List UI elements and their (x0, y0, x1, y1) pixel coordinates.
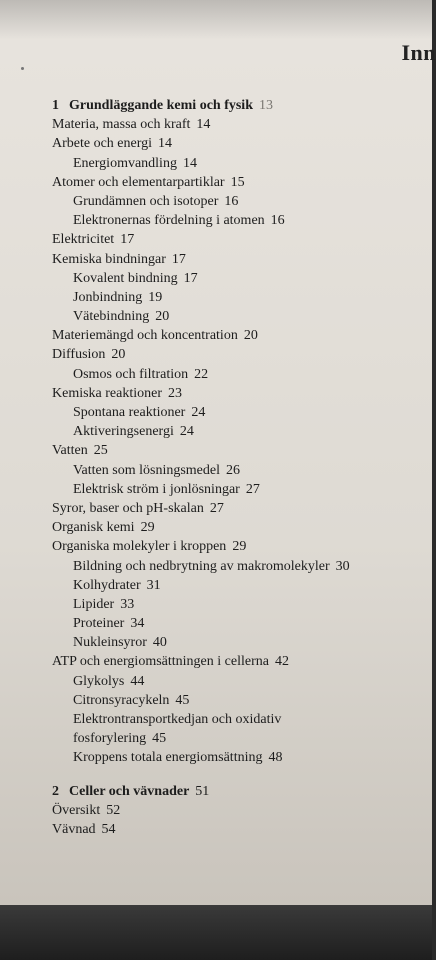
toc-entry-page: 44 (130, 673, 145, 689)
toc-entry-text: Syror, baser och pH-skalan (52, 500, 204, 516)
toc-entry (52, 307, 432, 326)
background-surface (0, 905, 432, 960)
toc-entry-text: Jonbindning (73, 289, 143, 305)
table-of-contents (52, 96, 432, 839)
toc-entry (52, 729, 432, 748)
toc-entry-page: 16 (270, 213, 285, 229)
toc-entry-text: Kroppens totala energiomsättning (73, 750, 263, 766)
chapter-2-entries (52, 801, 432, 839)
toc-entry-text: Energiomvandling (73, 155, 177, 171)
toc-entry-page: 24 (191, 405, 206, 420)
toc-entry-page: 29 (232, 539, 247, 555)
toc-entry (52, 614, 432, 633)
toc-entry-text: fosforylering (73, 731, 147, 747)
toc-entry-text: Kemiska bindningar (52, 251, 166, 267)
toc-entry-text: Glykolys (73, 673, 125, 689)
toc-entry (52, 250, 432, 269)
toc-entry-text: Lipider (73, 596, 115, 612)
toc-entry-page: 40 (152, 635, 167, 651)
chapter-number: 2 (52, 783, 59, 799)
toc-entry-text: Vätebindning (73, 309, 150, 325)
toc-entry-text: Nukleinsyror (73, 635, 147, 651)
toc-entry (52, 633, 432, 652)
toc-entry (52, 192, 432, 211)
toc-entry-page: 27 (209, 500, 224, 516)
page-header-title: Inn (401, 40, 436, 65)
chapter-number: 1 (52, 98, 59, 113)
toc-entry (52, 365, 432, 384)
toc-entry-page: 25 (93, 443, 108, 459)
chapter-1-entries (52, 115, 432, 767)
toc-entry (52, 230, 432, 249)
toc-entry-text: ATP och energiomsättningen i cellerna (52, 654, 269, 670)
toc-entry-page: 16 (224, 193, 239, 209)
toc-entry-page: 22 (194, 366, 209, 382)
toc-entry-page: 20 (155, 309, 170, 325)
toc-entry (52, 801, 432, 820)
toc-entry (52, 115, 432, 134)
toc-entry-page: 45 (175, 692, 190, 708)
toc-entry (52, 691, 432, 710)
chapter-heading-2 (52, 782, 432, 801)
toc-entry (52, 748, 432, 767)
toc-entry-page: 34 (130, 616, 145, 632)
toc-entry-page: 42 (274, 654, 289, 670)
toc-entry-text: Spontana reaktioner (73, 405, 186, 420)
toc-entry-text: Elektrisk ström i jonlösningar (73, 481, 240, 497)
toc-entry-text: Kolhydrater (73, 577, 141, 593)
toc-entry (52, 480, 432, 499)
toc-entry-page: 31 (146, 577, 161, 593)
chapter-title: Celler och vävnader (69, 783, 190, 799)
toc-entry (52, 595, 432, 614)
toc-entry-page: 20 (243, 328, 258, 344)
toc-entry (52, 820, 432, 839)
toc-entry-text: Organisk kemi (52, 520, 135, 536)
toc-entry-page: 19 (148, 289, 163, 305)
toc-entry-text: Proteiner (73, 616, 125, 632)
toc-entry-page: 48 (268, 750, 283, 766)
toc-entry (52, 154, 432, 173)
toc-entry-page: 33 (120, 596, 135, 612)
toc-entry-text: Atomer och elementarpartiklar (52, 174, 225, 190)
toc-entry-page: 17 (183, 270, 198, 286)
toc-entry-text: Citronsyracykeln (73, 692, 170, 708)
toc-entry-page: 20 (111, 347, 126, 363)
toc-entry-page: 17 (171, 251, 186, 267)
toc-entry-text: Vävnad (52, 821, 96, 837)
toc-entry-page: 45 (152, 731, 167, 747)
toc-entry-page: 30 (335, 558, 350, 574)
toc-entry (52, 422, 432, 441)
toc-entry (52, 672, 432, 691)
toc-entry-page: 23 (168, 385, 183, 401)
toc-entry (52, 384, 432, 403)
toc-entry-page: 54 (101, 821, 116, 837)
toc-entry-text: Kovalent bindning (73, 270, 178, 286)
toc-entry-text: Grundämnen och isotoper (73, 193, 219, 209)
toc-entry (52, 403, 432, 422)
toc-entry-text: Materiemängd och koncentration (52, 328, 238, 344)
toc-entry-text: Materia, massa och kraft (52, 117, 191, 133)
chapter-page: 51 (195, 783, 210, 799)
toc-entry (52, 710, 432, 729)
toc-entry-text: Diffusion (52, 347, 106, 363)
toc-entry (52, 518, 432, 537)
toc-entry-page: 29 (140, 520, 155, 536)
toc-entry-text: Elektronernas fördelning i atomen (73, 213, 265, 229)
toc-entry-page: 27 (245, 481, 260, 497)
toc-entry-text: Organiska molekyler i kroppen (52, 539, 227, 555)
toc-entry-page: 14 (158, 136, 173, 152)
toc-entry-text: Översikt (52, 802, 101, 818)
toc-entry (52, 345, 432, 364)
toc-entry (52, 173, 432, 192)
toc-entry-text: Kemiska reaktioner (52, 385, 163, 401)
chapter-title: Grundläggande kemi och fysik (69, 98, 253, 113)
toc-entry (52, 288, 432, 307)
toc-entry-text: Vatten (52, 443, 88, 459)
toc-entry-page: 14 (182, 155, 197, 171)
page-mark (21, 67, 24, 70)
toc-entry (52, 134, 432, 153)
toc-entry (52, 557, 432, 576)
chapter-gap (52, 768, 432, 782)
chapter-page: 13 (258, 98, 273, 113)
toc-entry (52, 652, 432, 671)
toc-entry (52, 461, 432, 480)
toc-entry-text: Arbete och energi (52, 136, 153, 152)
toc-entry (52, 576, 432, 595)
toc-entry-text: Elektricitet (52, 232, 115, 248)
toc-entry-page: 15 (230, 174, 245, 190)
toc-entry-page: 52 (106, 802, 121, 818)
toc-entry (52, 326, 432, 345)
toc-entry-page: 24 (179, 424, 194, 440)
toc-entry-page: 17 (120, 232, 135, 248)
toc-entry-text: Bildning och nedbrytning av makromolekyler (73, 558, 330, 574)
toc-entry-page: 26 (226, 462, 240, 478)
toc-entry (52, 499, 432, 518)
toc-entry (52, 211, 432, 230)
toc-entry-text: Vatten som lösningsmedel (73, 462, 220, 478)
toc-entry-text: Aktiveringsenergi (73, 424, 174, 440)
toc-entry (52, 269, 432, 288)
toc-entry (52, 537, 432, 556)
toc-entry-page: 14 (196, 117, 211, 133)
toc-entry-text: Osmos och filtration (73, 366, 189, 382)
toc-entry-text: Elektrontransportkedjan och oxidativ (73, 712, 282, 727)
toc-entry (52, 441, 432, 460)
chapter-heading-1 (52, 96, 432, 115)
